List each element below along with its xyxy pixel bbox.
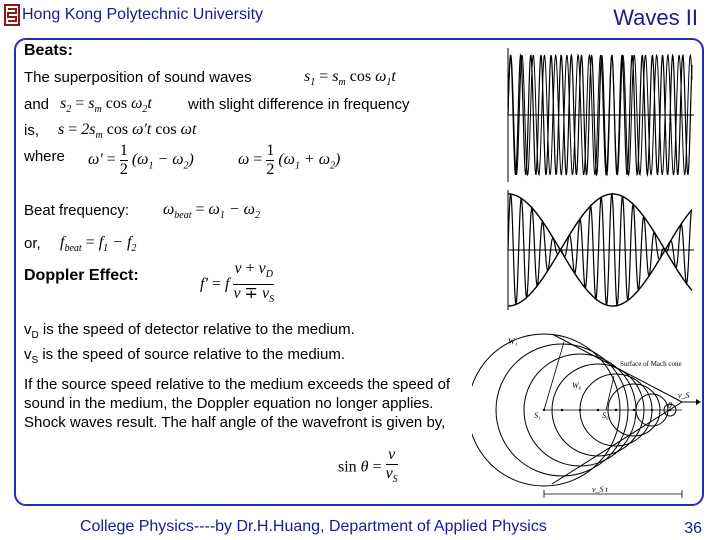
mach-cone-lower-line [552, 402, 682, 484]
vs-definition-text: is the speed of source relative to the medium. [42, 346, 346, 363]
equation-doppler: f′ = f $\frac{v + v_D}{v \mp v_S}$ [200, 260, 275, 306]
vd-definition-text: is the speed of detector relative to the medium. [42, 321, 355, 338]
university-logo-icon [4, 4, 20, 26]
footer-credit: College Physics----by Dr.H.Huang, Department of Applied Physics [80, 518, 547, 535]
mach-cone-upper-line [552, 334, 682, 402]
s1-label: S₁ [534, 411, 541, 420]
distance-label: v_S t [592, 485, 608, 494]
where-label: where [24, 148, 65, 165]
page-number: 36 [684, 520, 702, 537]
equation-omega-prime: ω′ = $\frac{1}{2}$ $(\omega_1 - \omega_2)$ [88, 142, 194, 178]
mach-surface-label: Surface of Mach cone [620, 360, 682, 368]
beats-line1: The superposition of sound waves [24, 69, 252, 86]
equation-s2: $s_2 = s_m$ $\cos \omega_2t$ [60, 95, 152, 116]
vs-definition: $v_S$ is the speed of source relative to the medium. [24, 346, 346, 366]
is-label: is, [24, 122, 39, 139]
slide-topic: Waves II [613, 5, 698, 30]
equation-s1: $s_1 = s_m$ $\cos \omega_1t$ [304, 68, 396, 89]
equation-omega: ω = $\frac{1}{2}$ $(\omega_1 + \omega_2)$ [238, 142, 341, 178]
beats-line2-tail: with slight difference in frequency [188, 96, 410, 113]
and-label: and [24, 96, 50, 113]
shock-wave-paragraph: If the source speed relative to the medium exceeds the speed of sound in the medium, the Doppler equation no longer applies. Shock waves result. The half angle of the wavefront is given by, [24, 376, 451, 431]
beat-frequency-label: Beat frequency: [24, 202, 130, 219]
w1-label: W₁ [508, 337, 518, 346]
w6-radius-line [606, 376, 614, 410]
theta-label: θ [668, 401, 672, 410]
s6-label: S₆ [602, 411, 609, 420]
w6-label: W₆ [572, 381, 582, 390]
doppler-heading: Doppler Effect: [24, 267, 139, 284]
velocity-arrowhead [696, 399, 701, 405]
or-label: or, [24, 235, 41, 252]
equation-mach-angle: sin θ = $\frac{v}{v_S}$ [338, 446, 398, 486]
equation-f-beat: $f_{beat} = f_1 - f_2$ [60, 234, 137, 255]
beat-waveform-figure [478, 40, 700, 312]
equation-omega-beat: $\omega_{beat} = \omega_1 - \omega_2$ [163, 201, 260, 222]
w1-radius-line [544, 342, 564, 410]
equation-superposition: $s = 2s_m$ cos ω′t cos ωt [58, 121, 197, 142]
velocity-label: v_S [678, 391, 690, 400]
beats-heading: Beats: [24, 42, 73, 59]
university-name: Hong Kong Polytechnic University [22, 6, 264, 23]
beat-envelope-plot [508, 190, 694, 310]
mach-cone-figure [472, 322, 704, 510]
vd-definition: $v_D$ is the speed of detector relative to the medium. [24, 321, 355, 341]
